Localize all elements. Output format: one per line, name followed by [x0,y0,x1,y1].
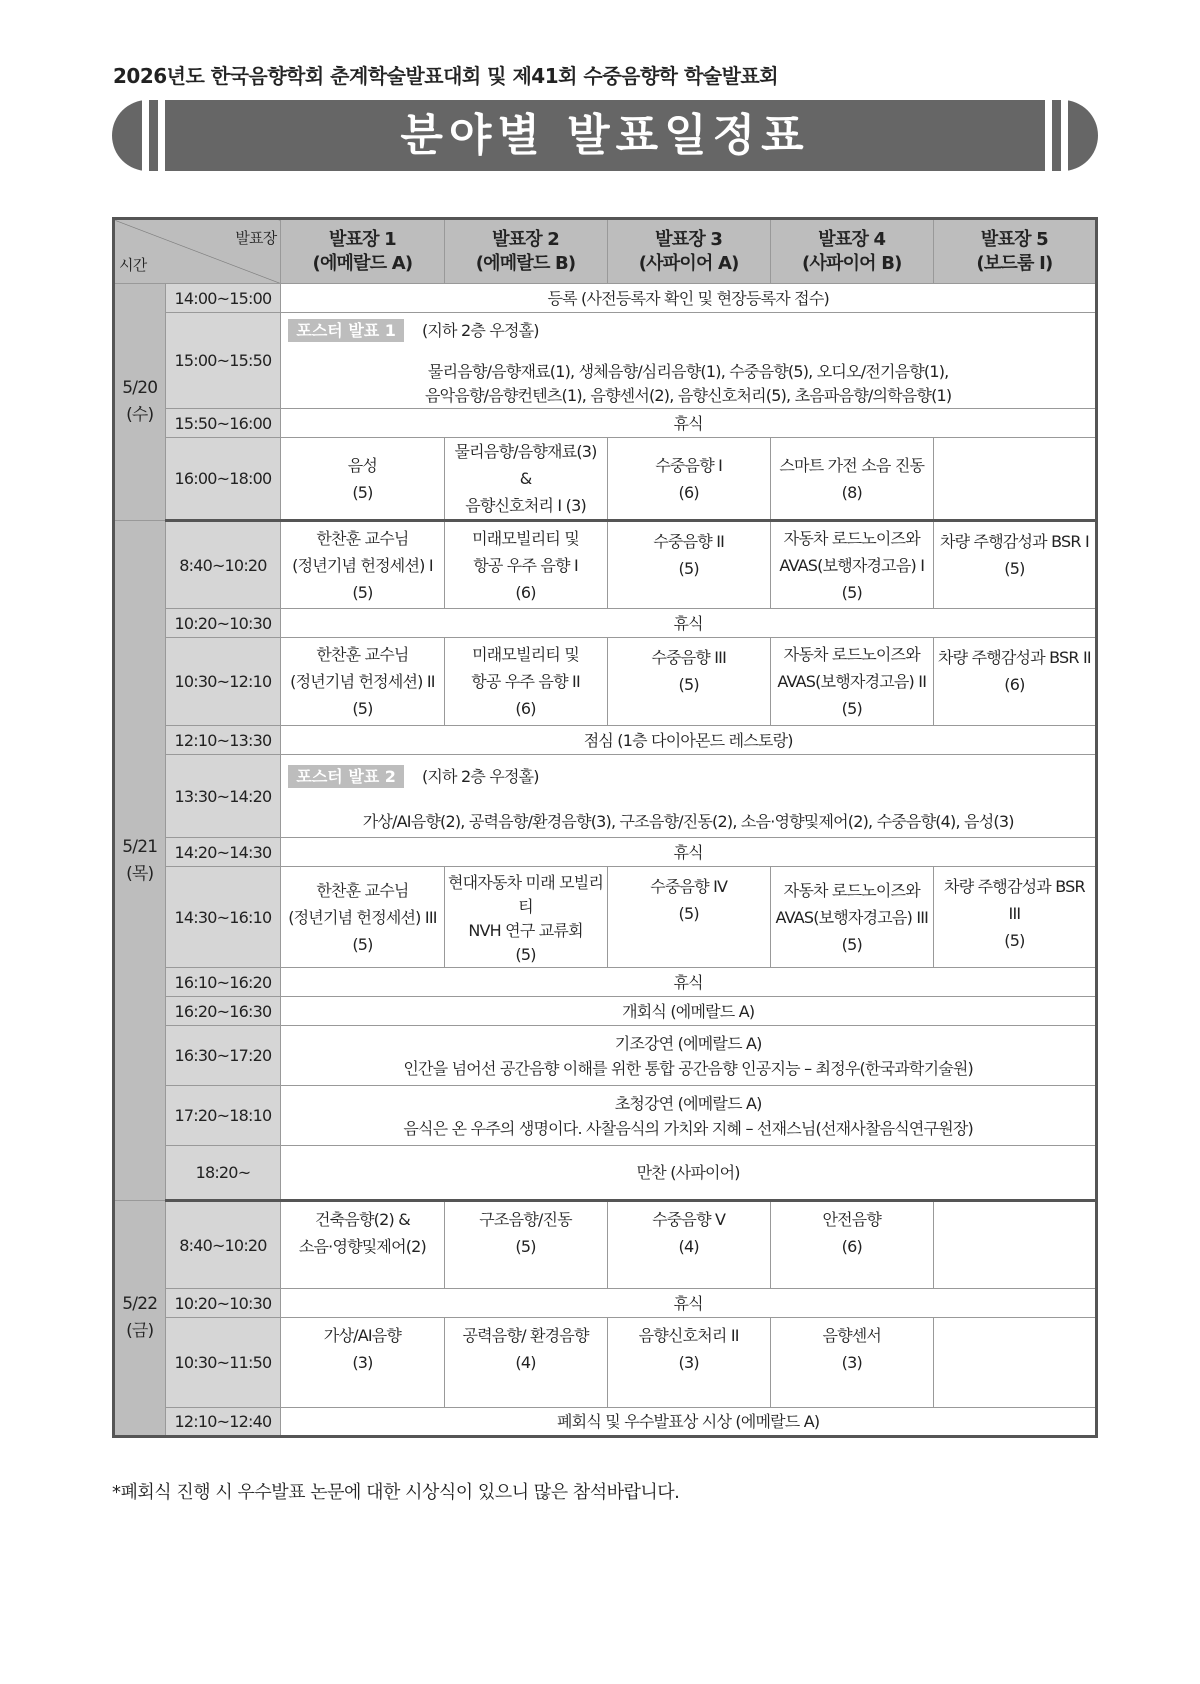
poster-list-line: 가상/AI음향(2), 공력음향/환경음향(3), 구조음향/진동(2), 소음·영향및제어(2), 수중음향(4), 음성(3) [362,811,1014,831]
banner-title: 분야별 발표일정표 [400,110,810,161]
session-cell: 공력음향/ 환경음향 (4) [444,1318,607,1408]
time-cell: 10:20~10:30 [165,1289,281,1318]
session-cell: 휴식 [281,409,1097,438]
poster-session-cell [281,313,1097,409]
document-title: 2026년도 한국음향학회 춘계학술발표대회 및 제41회 수중음향학 학술발표회 [113,64,779,88]
table-row [114,638,1097,726]
table-row [114,726,1097,755]
time-cell: 15:00~15:50 [165,313,281,409]
table-row [114,867,1097,968]
empty-cell [933,438,1096,521]
empty-cell [933,1318,1096,1408]
session-cell: 점심 (1층 다이아몬드 레스토랑) [281,726,1097,755]
session-cell: 구조음향/진동 (5) [444,1201,607,1289]
poster-location: (지하 2층 우정홀) [421,766,539,786]
session-cell: 차량 주행감성과 BSR I (5) [933,521,1096,609]
table-row [114,755,1097,838]
table-row [114,409,1097,438]
table-row [114,1086,1097,1146]
session-cell: 수중음향 V (4) [607,1201,770,1289]
session-cell: 안전음향 (6) [770,1201,933,1289]
banner [112,100,1098,171]
session-cell: 미래모빌리티 및 항공 우주 음향 I (6) [444,521,607,609]
corner-room-label: 발표장 [235,229,277,247]
session-cell: 휴식 [281,609,1097,638]
session-cell: 가상/AI음향 (3) [281,1318,444,1408]
keynote-cell: 기조강연 (에메랄드 A) 인간을 넘어선 공간음향 이해를 위한 통합 공간음향 인공지능 – 최정우(한국과학기술원) [281,1026,1097,1086]
table-row [114,1289,1097,1318]
header-row [114,219,1097,284]
poster-list-line: 물리음향/음향재료(1), 생체음향/심리음향(1), 수중음향(5), 오디오/전기음향(1), [427,362,949,381]
session-cell: 휴식 [281,968,1097,997]
time-cell: 14:20~14:30 [165,838,281,867]
time-cell: 10:30~11:50 [165,1318,281,1408]
session-cell: 한찬훈 교수님 (정년기념 헌정세션) I (5) [281,521,444,609]
poster-tag: 포스터 발표 1 [288,319,404,342]
time-cell: 16:00~18:00 [165,438,281,521]
time-cell: 16:10~16:20 [165,968,281,997]
time-cell: 14:00~15:00 [165,284,281,313]
table-row [114,521,1097,609]
day-cell: 5/22 (금) [114,1201,166,1437]
session-cell: 물리음향/음향재료(3) & 음향신호처리 I (3) [444,438,607,521]
session-cell: 스마트 가전 소음 진동 (8) [770,438,933,521]
session-cell: 건축음향(2) & 소음·영향및제어(2) [281,1201,444,1289]
room-header-3: 발표장 3 (사파이어 A) [607,219,770,284]
session-cell: 자동차 로드노이즈와 AVAS(보행자경고음) II (5) [770,638,933,726]
table-row [114,1201,1097,1289]
session-cell: 음향센서 (3) [770,1318,933,1408]
session-cell: 만찬 (사파이어) [281,1146,1097,1201]
day-cell: 5/21 (목) [114,521,166,1201]
time-cell: 16:20~16:30 [165,997,281,1026]
footnote: *폐회식 진행 시 우수발표 논문에 대한 시상식이 있으니 많은 참석바랍니다. [112,1482,680,1503]
session-cell: 수중음향 I (6) [607,438,770,521]
schedule-table [112,217,1098,1438]
session-cell: 현대자동차 미래 모빌리티 NVH 연구 교류회 (5) [444,867,607,968]
time-cell: 12:10~13:30 [165,726,281,755]
poster-list-line: 음악음향/음향컨텐츠(1), 음향센서(2), 음향신호처리(5), 초음파음향/의학음향(1) [425,386,952,405]
time-cell: 12:10~12:40 [165,1408,281,1437]
time-cell: 17:20~18:10 [165,1086,281,1146]
table-row [114,1408,1097,1437]
session-cell: 개회식 (에메랄드 A) [281,997,1097,1026]
session-cell: 음성 (5) [281,438,444,521]
session-cell: 한찬훈 교수님 (정년기념 헌정세션) III (5) [281,867,444,968]
room-header-2: 발표장 2 (에메랄드 B) [444,219,607,284]
empty-cell [933,1201,1096,1289]
session-cell: 폐회식 및 우수발표상 시상 (에메랄드 A) [281,1408,1097,1437]
corner-header [114,219,281,284]
table-row [114,1146,1097,1201]
room-header-5: 발표장 5 (보드룸 I) [933,219,1096,284]
room-header-4: 발표장 4 (사파이어 B) [770,219,933,284]
day-cell: 5/20 (수) [114,284,166,521]
session-cell: 한찬훈 교수님 (정년기념 헌정세션) II (5) [281,638,444,726]
time-cell: 18:20~ [165,1146,281,1201]
session-cell: 수중음향 IV (5) [607,867,770,968]
time-cell: 10:30~12:10 [165,638,281,726]
session-cell: 차량 주행감성과 BSR II (6) [933,638,1096,726]
session-cell: 등록 (사전등록자 확인 및 현장등록자 접수) [281,284,1097,313]
time-cell: 10:20~10:30 [165,609,281,638]
time-cell: 16:30~17:20 [165,1026,281,1086]
session-cell: 휴식 [281,838,1097,867]
room-header-1: 발표장 1 (에메랄드 A) [281,219,444,284]
session-cell: 휴식 [281,1289,1097,1318]
session-cell: 미래모빌리티 및 항공 우주 음향 II (6) [444,638,607,726]
table-row [114,997,1097,1026]
corner-time-label: 시간 [119,256,147,274]
session-cell: 음향신호처리 II (3) [607,1318,770,1408]
poster-session-cell [281,755,1097,838]
session-cell: 수중음향 II (5) [607,521,770,609]
time-cell: 8:40~10:20 [165,521,281,609]
session-cell: 자동차 로드노이즈와 AVAS(보행자경고음) III (5) [770,867,933,968]
poster-location: (지하 2층 우정홀) [421,321,539,340]
table-row [114,1026,1097,1086]
time-cell: 15:50~16:00 [165,409,281,438]
invited-talk-cell: 초청강연 (에메랄드 A) 음식은 온 우주의 생명이다. 사찰음식의 가치와 지혜 – 선재스님(선재사찰음식연구원장) [281,1086,1097,1146]
table-row [114,313,1097,409]
table-row [114,609,1097,638]
session-cell: 차량 주행감성과 BSR III (5) [933,867,1096,968]
table-row [114,968,1097,997]
poster-tag: 포스터 발표 2 [288,765,404,788]
session-cell: 자동차 로드노이즈와 AVAS(보행자경고음) I (5) [770,521,933,609]
time-cell: 8:40~10:20 [165,1201,281,1289]
time-cell: 13:30~14:20 [165,755,281,838]
table-row [114,1318,1097,1408]
table-row [114,284,1097,313]
table-row [114,838,1097,867]
table-row [114,438,1097,521]
time-cell: 14:30~16:10 [165,867,281,968]
session-cell: 수중음향 III (5) [607,638,770,726]
